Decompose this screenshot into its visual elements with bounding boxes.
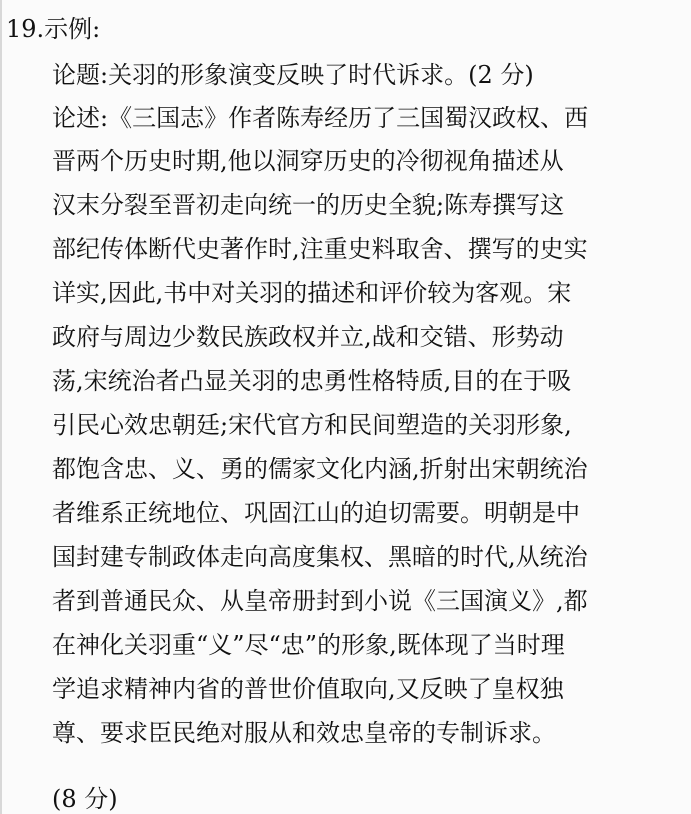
argument-line: 晋两个历史时期,他以洞穿历史的冷彻视角描述从 [52, 147, 564, 175]
argument-line: 者到普通民众、从皇帝册封到小说《三国演义》,都 [52, 587, 588, 615]
thesis-line: 论题:关羽的形象演变反映了时代诉求。(2 分) [52, 61, 534, 89]
argument-line: 政府与周边少数民族政权并立,战和交错、形势动 [52, 323, 564, 351]
argument-line: 详实,因此,书中对关羽的描述和评价较为客观。宋 [52, 279, 572, 307]
argument-line: 汉末分裂至晋初走向统一的历史全貌;陈寿撰写这 [52, 191, 565, 219]
argument-line: 尊、要求臣民绝对服从和效忠皇帝的专制诉求。 [52, 719, 556, 747]
argument-line: 都饱含忠、义、勇的儒家文化内涵,折射出宋朝统治 [52, 455, 588, 483]
argument-line: 荡,宋统治者凸显关羽的忠勇性格特质,目的在于吸 [52, 367, 572, 395]
question-label: 示例: [44, 15, 101, 43]
argument-line: 部纪传体断代史著作时,注重史料取舍、撰写的史实 [52, 235, 588, 263]
page-edge-line [0, 0, 2, 814]
argument-line: 在神化关羽重“义”尽“忠”的形象,既体现了当时理 [52, 631, 565, 659]
argument-line: 国封建专制政体走向高度集权、黑暗的时代,从统治 [52, 543, 588, 571]
argument-line: 者维系正统地位、巩固江山的迫切需要。明朝是中 [52, 499, 580, 527]
argument-line: 学追求精神内省的普世价值取向,又反映了皇权独 [52, 675, 564, 703]
question-header [6, 14, 100, 44]
question-number: 19. [6, 15, 45, 43]
score-note: (8 分) [52, 785, 118, 813]
argument-line: 论述:《三国志》作者陈寿经历了三国蜀汉政权、西 [52, 104, 589, 132]
argument-line: 引民心效忠朝廷;宋代官方和民间塑造的关羽形象, [52, 411, 572, 439]
